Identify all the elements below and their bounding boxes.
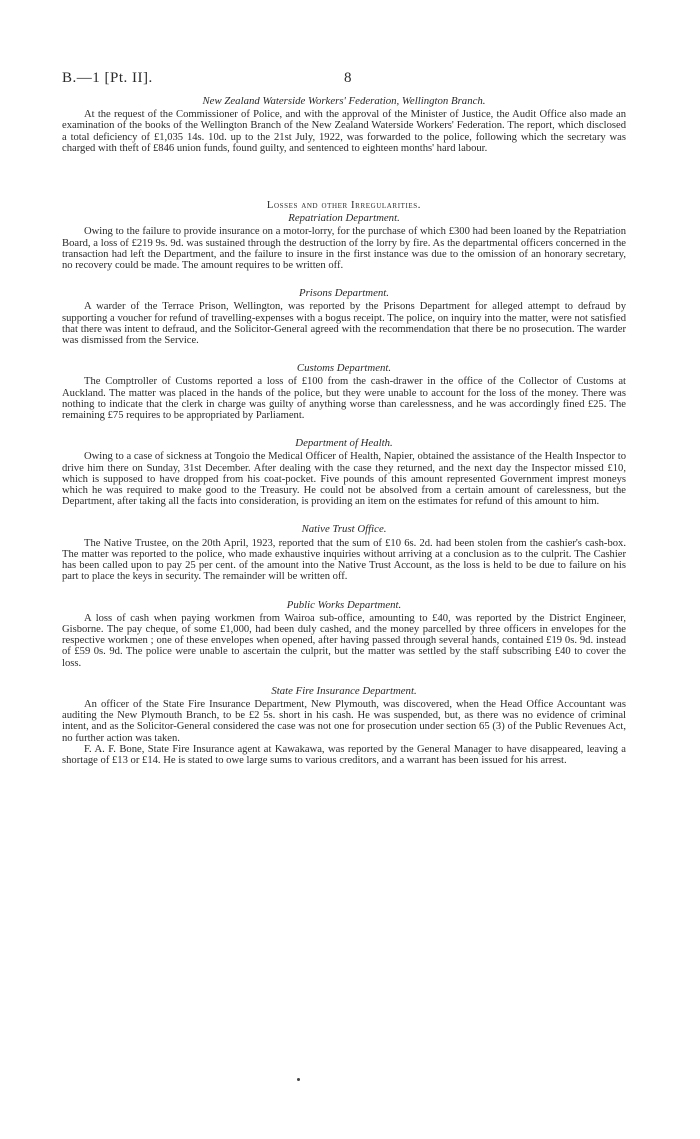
section-waterside bbox=[62, 96, 626, 154]
section-native-trust bbox=[62, 524, 626, 582]
page-number: 8 bbox=[344, 70, 352, 86]
report-reference: B.—1 [Pt. II]. bbox=[62, 70, 153, 86]
losses-heading: Losses and other Irregularities. bbox=[266, 200, 422, 212]
section-customs bbox=[62, 363, 626, 421]
section-title: New Zealand Waterside Workers' Federation, Wellington Branch. bbox=[202, 95, 486, 107]
section-title: Repatriation Department. bbox=[288, 212, 400, 225]
paragraph: A warder of the Terrace Prison, Wellington, was reported by the Prisons Department for alleged attempt to defraud by supporting a voucher for refund of travelling-expenses with a bogus receipt. The police, on inquiry into the matter, were not satisfied that there was intent to defraud, and the Solicitor-General agreed with the recommendation that there be no prosecution. The warder was dismissed from the Service. bbox=[62, 301, 626, 347]
section-title: Public Works Department. bbox=[286, 598, 402, 611]
section-title: Native Trust Office. bbox=[301, 523, 387, 536]
section-fire-insurance bbox=[62, 686, 626, 766]
paragraph: Owing to a case of sickness at Tongoio the Medical Officer of Health, Napier, obtained the assistance of the Health Inspector to drive him there on Sunday, 31st December. After dealing with the case they returned, and the next day the Inspector missed £10, which is supposed to have dropped from his coat-pocket. Five pounds of this amount represented Government imprest moneys which he was required to make good to the Treasury. He could not be absolved from a certain amount of carelessness, but the Department, after taking all the facts into consideration, is providing an item on the estimates for refund of this amount to him. bbox=[62, 451, 626, 508]
section-prisons bbox=[62, 288, 626, 346]
paragraph: The Native Trustee, on the 20th April, 1923, reported that the sum of £10 6s. 2d. had been stolen from the cashier's cash-box. The matter was reported to the police, who made exhaustive inquiries without arriving at a conclusion as to the culprit. The Cashier has been called upon to pay 25 per cent. of the amount into the Native Trust Account, as the loss is held to be due to failure on his part to place the keys in security. The remainder will be written off. bbox=[62, 537, 626, 583]
ink-dot bbox=[297, 1078, 300, 1081]
paragraph: F. A. F. Bone, State Fire Insurance agent at Kawakawa, was reported by the General Manager to have disappeared, leaving a shortage of £13 or £14. He is stated to owe large sums to various creditors, and a warrant has been issued for his arrest. bbox=[62, 743, 626, 766]
section-public-works bbox=[62, 600, 626, 669]
section-title: Customs Department. bbox=[296, 362, 392, 375]
document-body bbox=[62, 96, 626, 783]
section-title: Department of Health. bbox=[295, 437, 393, 450]
section-title: State Fire Insurance Department. bbox=[271, 684, 417, 697]
running-header bbox=[62, 70, 638, 90]
paragraph: An officer of the State Fire Insurance Department, New Plymouth, was discovered, when the Head Office Accountant was auditing the New Plymouth Branch, to be £2 5s. short in his cash. He was suspended, but, as there was no evidence of criminal intent, and as the Solicitor-General considered the case was not one for prosecution under section 65 (3) of the Public Revenues Act, no further action was taken. bbox=[62, 698, 626, 744]
section-repatriation bbox=[62, 213, 626, 271]
paragraph: A loss of cash when paying workmen from Wairoa sub-office, amounting to £40, was reported by the District Engineer, Gisborne. The pay cheque, of some £1,000, had been duly cashed, and the money parcelled by three officers in envelopes for the respective workmen ; one of these envelopes when opened, after having passed through several hands, contained £19 0s. 9d. instead of £59 0s. 9d. The police were unable to ascertain the culprit, but the matter was settled by the staff subscribing £40 to cover the loss. bbox=[62, 612, 626, 669]
paragraph: Owing to the failure to provide insurance on a motor-lorry, for the purchase of which £300 had been loaned by the Repatriation Board, a loss of £219 9s. 9d. was sustained through the destruction of the lorry by fire. As the departmental officers concerned in the transaction had left the Department, and the failure to insure in the first instance was due to the omission of an honorary secretary, no recovery could be made. The amount requires to be written off. bbox=[62, 226, 626, 272]
section-health bbox=[62, 438, 626, 507]
paragraph: The Comptroller of Customs reported a loss of £100 from the cash-drawer in the office of the Collector of Customs at Auckland. The matter was placed in the hands of the police, but they were unable to account for the loss of the money. There was nothing to indicate that the clerk in charge was guilty of anything worse than carelessness, and he was accordingly fined £25. The remaining £75 requires to be appropriated by Parliament. bbox=[62, 376, 626, 422]
section-title: Prisons Department. bbox=[299, 287, 389, 300]
paragraph: At the request of the Commissioner of Police, and with the approval of the Minister of Justice, the Audit Office also made an examination of the books of the Wellington Branch of the New Zealand Waterside Workers' Federation. The report, which disclosed a total deficiency of £1,035 14s. 10d. up to the 21st July, 1922, was forwarded to the police, following which the secretary was charged with theft of £846 union funds, found guilty, and sentenced to eighteen months' hard labour. bbox=[62, 109, 626, 154]
